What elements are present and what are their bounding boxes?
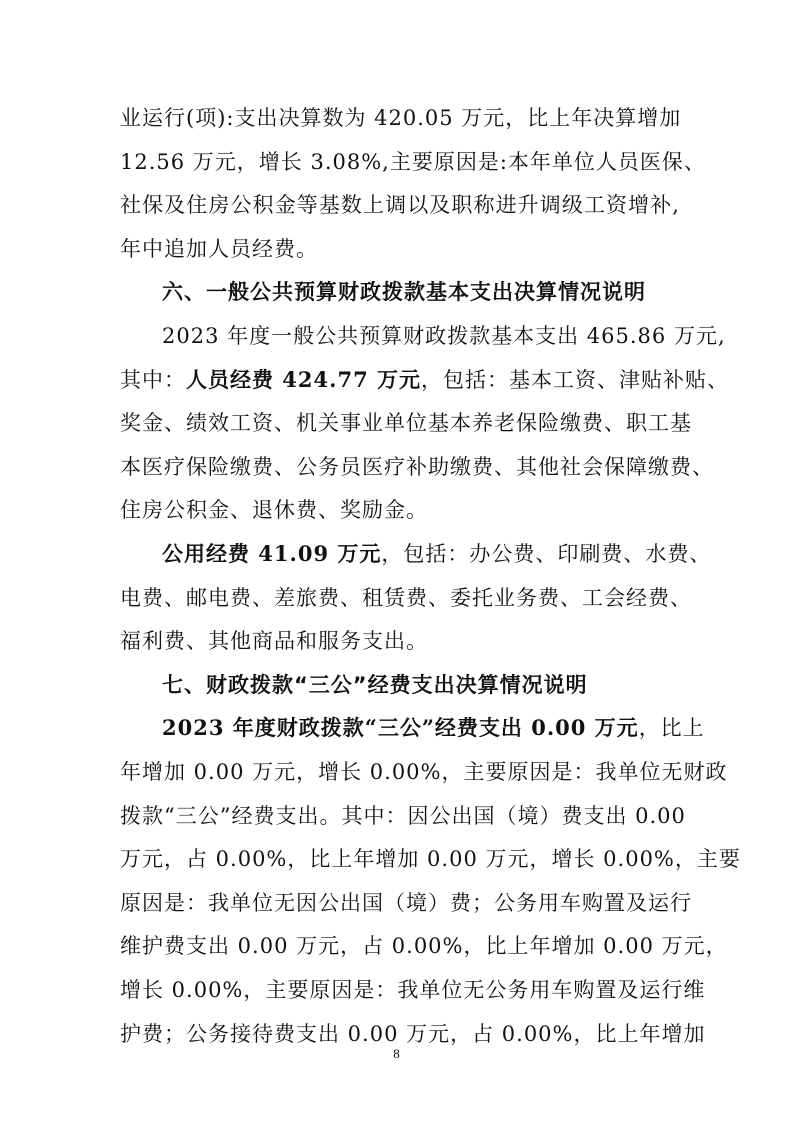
bold-text: 公用经费 41.09 万元 xyxy=(162,541,382,566)
paragraph-line: 本医疗保险缴费、公务员医疗补助缴费、其他社会保障缴费、 xyxy=(120,454,714,479)
page-number: 8 xyxy=(393,1046,400,1061)
paragraph-line: 拨款“三公”经费支出。其中：因公出国（境）费支出 0.00 xyxy=(120,803,686,828)
paragraph-line xyxy=(162,714,705,742)
bold-text: 人员经费 424.77 万元 xyxy=(186,366,421,392)
bold-text: 2023 年度财政拨款“三公”经费支出 0.00 万元 xyxy=(162,715,639,741)
paragraph-line: 福利费、其他商品和服务支出。 xyxy=(120,629,428,654)
paragraph-line xyxy=(120,366,729,394)
paragraph-text: 其中： xyxy=(120,367,186,392)
paragraph-line: 年增加 0.00 万元，增长 0.00%，主要原因是：我单位无财政 xyxy=(120,760,728,784)
paragraph-line: 社保及住房公积金等基数上调以及职称进升调级工资增补, xyxy=(120,193,680,218)
paragraph-line: 2023 年度一般公共预算财政拨款基本支出 465.86 万元, xyxy=(162,324,726,348)
paragraph-line: 电费、邮电费、差旅费、租赁费、委托业务费、工会经费、 xyxy=(120,585,692,610)
paragraph-line xyxy=(162,540,712,568)
section-heading-7: 七、财政拨款“三公”经费支出决算情况说明 xyxy=(162,672,588,697)
section-heading-6: 六、一般公共预算财政拨款基本支出决算情况说明 xyxy=(162,280,646,305)
paragraph-text: ，比上 xyxy=(638,716,705,741)
paragraph-line: 奖金、绩效工资、机关事业单位基本养老保险缴费、职工基 xyxy=(120,411,692,436)
paragraph-line: 原因是：我单位无因公出国（境）费；公务用车购置及运行 xyxy=(120,890,692,915)
paragraph-line: 12.56 万元，增长 3.08%,主要原因是:本年单位人员医保、 xyxy=(120,149,706,174)
paragraph-line: 护费；公务接待费支出 0.00 万元，占 0.00%，比上年增加 xyxy=(120,1021,706,1046)
paragraph-line: 维护费支出 0.00 万元，占 0.00%，比上年增加 0.00 万元， xyxy=(120,934,728,959)
paragraph-text: ，包括：办公费、印刷费、水费、 xyxy=(381,542,712,566)
paragraph-line: 住房公积金、退休费、奖励金。 xyxy=(120,498,428,523)
paragraph-line: 年中追加人员经费。 xyxy=(120,236,318,261)
paragraph-line: 业运行(项):支出决算数为 420.05 万元，比上年决算增加 xyxy=(120,106,682,130)
paragraph-line: 万元，占 0.00%，比上年增加 0.00 万元，增长 0.00%，主要 xyxy=(120,847,741,872)
paragraph-text: ，包括：基本工资、津贴补贴、 xyxy=(421,367,729,392)
paragraph-line: 增长 0.00%，主要原因是：我单位无公务用车购置及运行维 xyxy=(120,978,706,1002)
